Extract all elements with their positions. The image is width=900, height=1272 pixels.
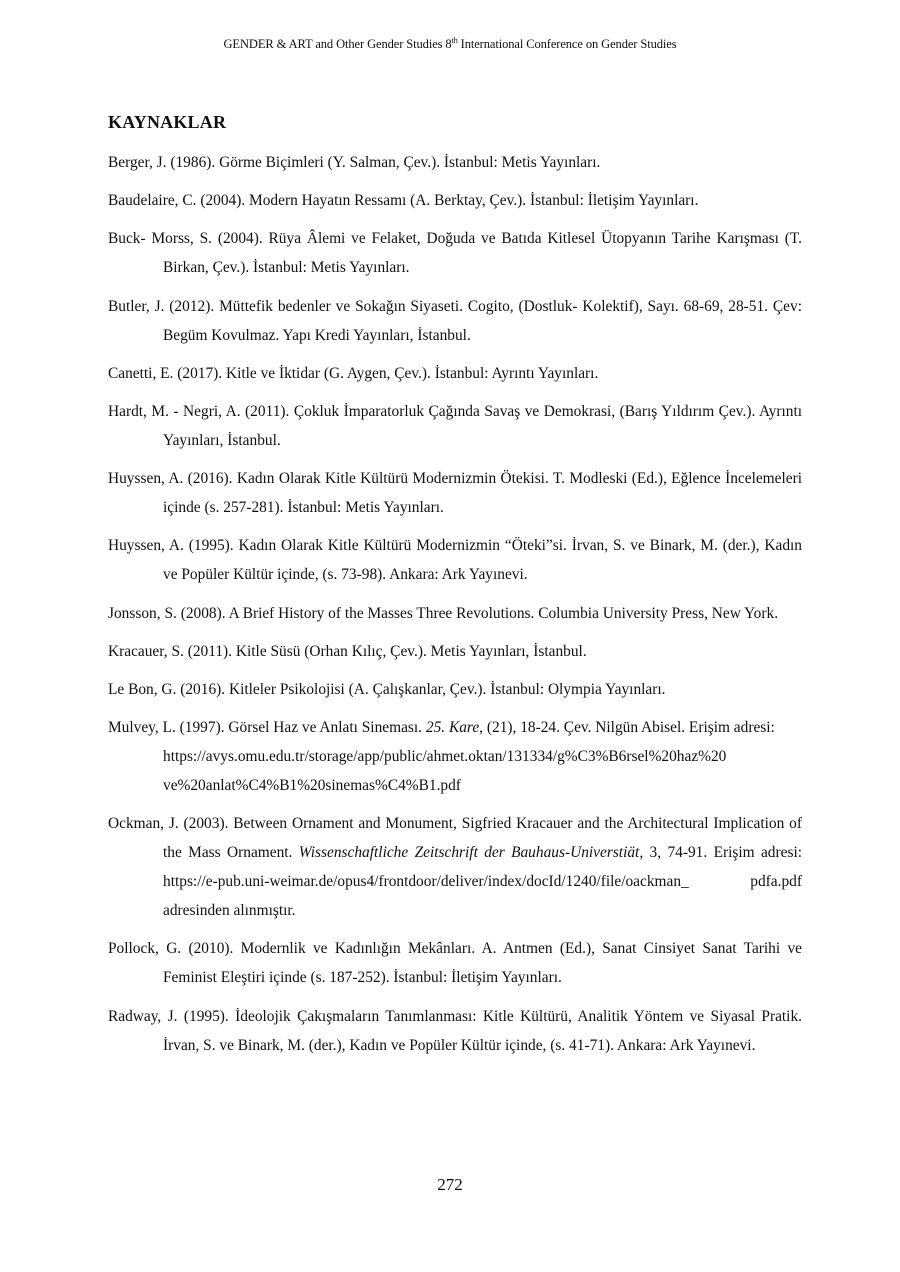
- reference-item: Le Bon, G. (2016). Kitleler Psikolojisi (A. Çalışkanlar, Çev.). İstanbul: Olympia Yayınları.: [108, 680, 666, 698]
- reference-item: Huyssen, A. (2016). Kadın Olarak Kitle Kültürü Modernizmin Ötekisi. T. Modleski (Ed.), Eğlence İncelemeleri içinde (s. 257-281). İstanbul: Metis Yayınları.: [108, 470, 802, 517]
- ockman-journal-title: Wissenschaftliche Zeitschrift der Bauhaus-Universtiät,: [298, 844, 644, 862]
- mulvey-citation-start: Mulvey, L. (1997). Görsel Haz ve Anlatı Sineması.: [108, 719, 426, 737]
- reference-item: Jonsson, S. (2008). A Brief History of the Masses Three Revolutions. Columbia University Press, New York.: [108, 604, 779, 622]
- section-title: KAYNAKLAR: [108, 112, 227, 132]
- page-number: 272: [437, 1175, 463, 1194]
- reference-item: Pollock, G. (2010). Modernlik ve Kadınlığın Mekânları. A. Antmen (Ed.), Sanat Cinsiyet Sanat Tarihi ve Feminist Eleştiri içinde (s. 187-252). İstanbul: İletişim Yayınları.: [108, 940, 802, 987]
- reference-item: Radway, J. (1995). İdeolojik Çakışmaların Tanımlanması: Kitle Kültürü, Analitik Yöntem ve Siyasal Pratik. İrvan, S. ve Binark, M. (der.), Kadın ve Popüler Kültür içinde, (s. 41-71). Ankara: Ark Yayınevi.: [108, 1007, 802, 1054]
- reference-item: Butler, J. (2012). Müttefik bedenler ve Sokağın Siyaseti. Cogito, (Dostluk- Kolektif), Sayı. 68-69, 28-51. Çev: Begüm Kovulmaz. Yapı Kredi Yayınları, İstanbul.: [108, 297, 802, 344]
- ockman-citation-start: Ockman, J. (2003). Between Ornament and Monument, Sigfried Kracauer and the Architectural Implication of the Mass Ornament.: [108, 815, 802, 862]
- running-header: [0, 36, 900, 52]
- reference-item: Hardt, M. - Negri, A. (2011). Çokluk İmparatorluk Çağında Savaş ve Demokrasi, (Barış Yıldırım Çev.). Ayrıntı Yayınları, İstanbul.: [108, 402, 802, 449]
- reference-item: Baudelaire, C. (2004). Modern Hayatın Ressamı (A. Berktay, Çev.). İstanbul: İletişim Yayınları.: [108, 192, 699, 210]
- header-prefix: GENDER & ART and Other Gender Studies 8: [223, 37, 452, 52]
- reference-item: Berger, J. (1986). Görme Biçimleri (Y. Salman, Çev.). İstanbul: Metis Yayınları.: [108, 154, 601, 171]
- header-suffix: International Conference on Gender Studies: [457, 37, 677, 52]
- mulvey-citation-end: , (21), 18-24. Çev. Nilgün Abisel. Erişim adresi:: [479, 719, 775, 737]
- reference-item: Huyssen, A. (1995). Kadın Olarak Kitle Kültürü Modernizmin “Öteki”si. İrvan, S. ve Binark, M. (der.), Kadın ve Popüler Kültür içinde, (s. 73-98). Ankara: Ark Yayınevi.: [108, 537, 802, 584]
- reference-item-ockman: [108, 809, 802, 925]
- header-superscript: th: [451, 36, 458, 45]
- mulvey-url-line-1[interactable]: https://avys.omu.edu.tr/storage/app/public/ahmet.oktan/131334/g%C3%B6rsel%20haz%20: [163, 748, 727, 766]
- ockman-citation-end: 3, 74-91. Erişim adresi: https://e-pub.uni-weimar.de/opus4/frontdoor/deliver/index/docId/1240/file/oackman_ pdfa.pdf adresinden alınmıştır.: [163, 844, 802, 920]
- reference-list: [108, 148, 802, 1069]
- reference-item: Buck- Morss, S. (2004). Rüya Âlemi ve Felaket, Doğuda ve Batıda Kitlesel Ütopyanın Tarihe Karışması (T. Birkan, Çev.). İstanbul: Metis Yayınları.: [108, 230, 802, 277]
- reference-item-mulvey: [108, 713, 802, 800]
- mulvey-url-line-2[interactable]: ve%20anlat%C4%B1%20sinemas%C4%B1.pdf: [163, 777, 461, 795]
- mulvey-journal-title: 25. Kare: [425, 719, 480, 737]
- reference-item: Kracauer, S. (2011). Kitle Süsü (Orhan Kılıç, Çev.). Metis Yayınları, İstanbul.: [108, 642, 587, 660]
- reference-item: Canetti, E. (2017). Kitle ve İktidar (G. Aygen, Çev.). İstanbul: Ayrıntı Yayınları.: [108, 364, 599, 382]
